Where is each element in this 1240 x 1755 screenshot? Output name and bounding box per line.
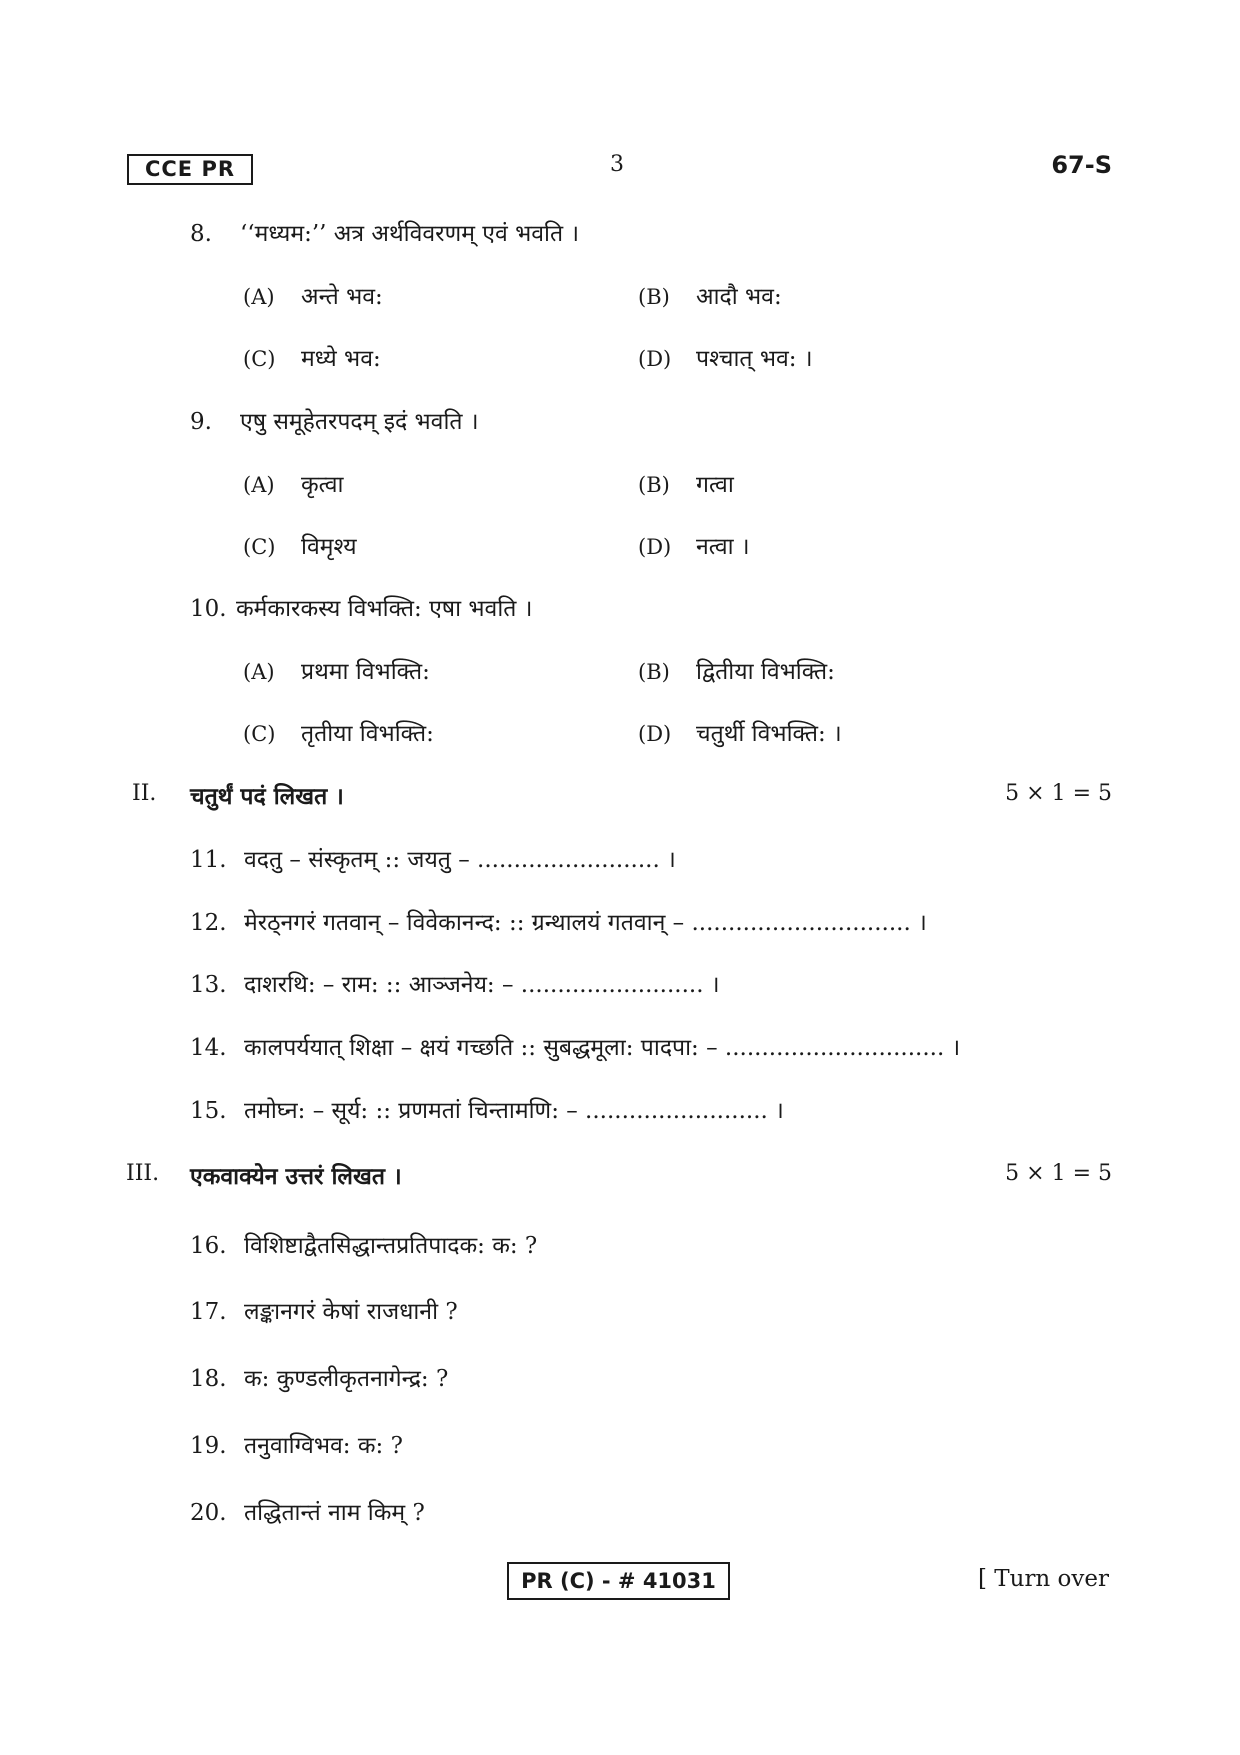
- question-number: 14.: [190, 1035, 227, 1061]
- option-letter: (A): [243, 473, 275, 497]
- question-11: [190, 842, 676, 874]
- option-letter: (B): [638, 285, 670, 309]
- question-15: [190, 1093, 784, 1125]
- option-letter: (A): [243, 660, 275, 684]
- section-3-title: एकवाक्येन उत्तरं लिखत ।: [190, 1163, 402, 1190]
- q9-option-b: [638, 467, 734, 499]
- q8-option-d: [638, 341, 813, 373]
- question-text: वदतु – संस्कृतम् :: जयतु – ......................... ।: [244, 847, 676, 873]
- question-10: [190, 591, 532, 623]
- question-text: तद्धितान्तं नाम किम् ?: [244, 1500, 425, 1526]
- exam-scheme-label: CCE PR: [127, 154, 253, 185]
- option-letter: (C): [243, 535, 276, 559]
- section-3-marks: 5 × 1 = 5: [1005, 1161, 1112, 1186]
- option-letter: (D): [638, 722, 672, 746]
- question-number: 10.: [190, 596, 227, 622]
- q8-option-b: [638, 279, 782, 311]
- question-number: 20.: [190, 1500, 227, 1526]
- question-number: 11.: [190, 847, 227, 873]
- question-text: विशिष्टाद्वैतसिद्धान्तप्रतिपादक: क: ?: [244, 1233, 538, 1259]
- paper-serial-box: PR (C) - # 41031: [507, 1562, 730, 1600]
- question-number: 19.: [190, 1433, 227, 1459]
- section-2-marks: 5 × 1 = 5: [1005, 781, 1112, 806]
- section-2-title: चतुर्थं पदं लिखत ।: [190, 783, 344, 810]
- question-number: 17.: [190, 1299, 227, 1325]
- question-17: [190, 1294, 458, 1326]
- question-9: [190, 404, 479, 436]
- question-19: [190, 1428, 403, 1460]
- question-text: कर्मकारकस्य विभक्ति: एषा भवति ।: [236, 596, 533, 622]
- page-number: 3: [610, 152, 624, 177]
- question-number: 13.: [190, 972, 227, 998]
- question-13: [190, 967, 720, 999]
- turn-over-note: [ Turn over: [978, 1566, 1110, 1592]
- option-letter: (C): [243, 347, 276, 371]
- option-text: प्रथमा विभक्ति:: [301, 659, 430, 685]
- q9-option-d: [638, 529, 750, 561]
- question-12: [190, 905, 927, 937]
- question-14: [190, 1030, 960, 1062]
- option-letter: (A): [243, 285, 275, 309]
- option-text: गत्वा: [696, 472, 734, 498]
- section-3-number: III.: [126, 1161, 160, 1186]
- option-text: चतुर्थी विभक्ति: ।: [696, 721, 842, 747]
- option-text: पश्चात् भव: ।: [696, 346, 813, 372]
- option-letter: (C): [243, 722, 276, 746]
- q10-option-c: [243, 716, 434, 748]
- question-text: क: कुण्डलीकृतनागेन्द्र: ?: [244, 1366, 449, 1392]
- question-number: 16.: [190, 1233, 227, 1259]
- question-number: 18.: [190, 1366, 227, 1392]
- option-text: विमृश्य: [301, 534, 357, 560]
- question-text: मेरठ्नगरं गतवान् – विवेकानन्द: :: ग्रन्थालयं गतवान् – .............................. ।: [244, 910, 927, 936]
- question-text: तनुवाग्विभव: क: ?: [244, 1433, 403, 1459]
- question-number: 9.: [190, 409, 212, 435]
- option-text: द्वितीया विभक्ति:: [696, 659, 835, 685]
- question-16: [190, 1228, 537, 1260]
- paper-code: 67-S: [1051, 151, 1112, 179]
- question-number: 8.: [190, 221, 212, 247]
- option-letter: (B): [638, 473, 670, 497]
- question-text: एषु समूहेतरपदम् इदं भवति ।: [240, 409, 479, 435]
- q9-option-a: [243, 467, 344, 499]
- option-letter: (D): [638, 535, 672, 559]
- question-20: [190, 1495, 425, 1527]
- q10-option-a: [243, 654, 430, 686]
- option-text: तृतीया विभक्ति:: [301, 721, 434, 747]
- option-text: कृत्वा: [301, 472, 344, 498]
- question-text: दाशरथि: – राम: :: आञ्जनेय: – ......................... ।: [244, 972, 720, 998]
- question-8: [190, 216, 579, 248]
- question-18: [190, 1361, 448, 1393]
- question-text: तमोघ्न: – सूर्य: :: प्रणमतां चिन्तामणि: – ......................... ।: [244, 1098, 784, 1124]
- question-text: कालपर्ययात् शिक्षा – क्षयं गच्छति :: सुबद्धमूला: पादपा: – .............................. ।: [244, 1035, 961, 1061]
- q8-option-c: [243, 341, 381, 373]
- option-text: मध्ये भव:: [301, 346, 381, 372]
- option-text: नत्वा ।: [696, 534, 750, 560]
- q10-option-b: [638, 654, 835, 686]
- option-text: अन्ते भव:: [301, 284, 383, 310]
- section-2-number: II.: [132, 781, 157, 806]
- q8-option-a: [243, 279, 383, 311]
- question-number: 12.: [190, 910, 227, 936]
- question-number: 15.: [190, 1098, 227, 1124]
- option-text: आदौ भव:: [696, 284, 782, 310]
- option-letter: (D): [638, 347, 672, 371]
- question-text: लङ्कानगरं केषां राजधानी ?: [244, 1299, 458, 1325]
- option-letter: (B): [638, 660, 670, 684]
- q10-option-d: [638, 716, 842, 748]
- question-text: ‘‘मध्यम:’’ अत्र अर्थविवरणम् एवं भवति ।: [240, 221, 580, 247]
- q9-option-c: [243, 529, 357, 561]
